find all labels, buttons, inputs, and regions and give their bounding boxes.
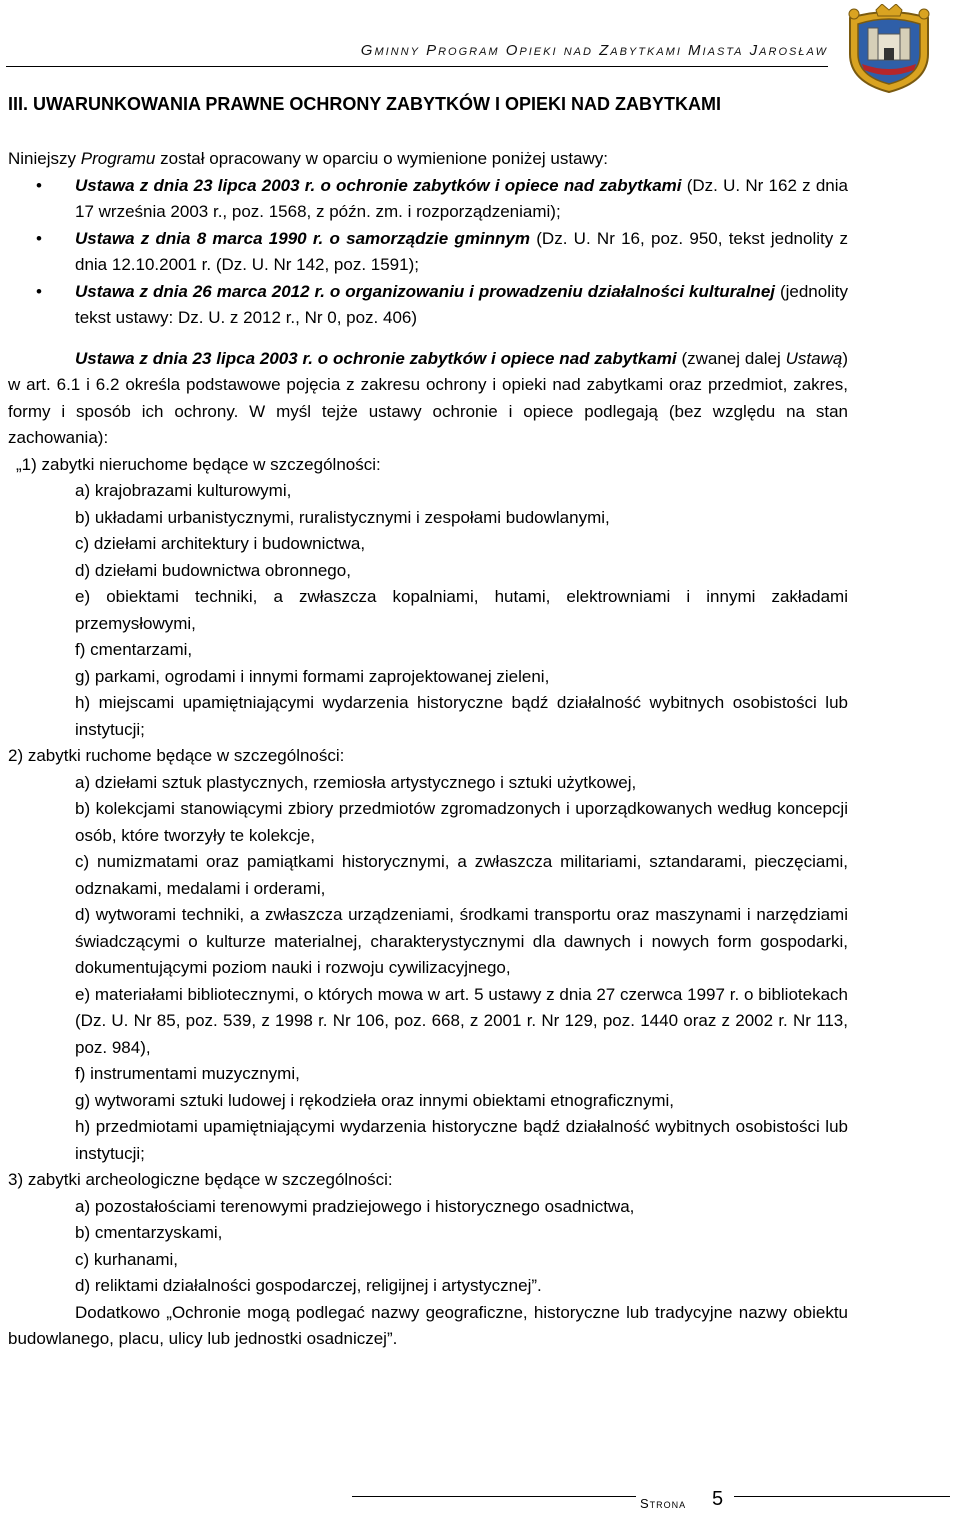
- group-2-list: [8, 770, 848, 1168]
- intro-text-2: został opracowany w oparciu o wymienione poniżej ustawy:: [155, 149, 609, 168]
- law-item: [8, 279, 848, 332]
- section-heading: III. UWARUNKOWANIA PRAWNE OCHRONY ZABYTKÓW I OPIEKI NAD ZABYTKAMI: [8, 94, 721, 114]
- footer-rule-left: [352, 1496, 636, 1497]
- list-item: e) materiałami bibliotecznymi, o których mowa w art. 5 ustawy z dnia 27 czerwca 1997 r. o bibliotekach (Dz. U. Nr 85, poz. 539, z 1998 r. Nr 106, poz. 668, z 2001 r. Nr 129, poz. 1440 oraz z 2002 r. Nr 113, poz. 984),: [75, 984, 848, 1057]
- list-item: h) przedmiotami upamiętniającymi wydarzenia historyczne bądź działalność wybitnych osobistości lub instytucji;: [75, 1117, 848, 1163]
- coat-of-arms-icon: [842, 4, 936, 94]
- intro-program: Programu: [80, 149, 156, 168]
- list-item: c) dziełami architektury i budownictwa,: [75, 534, 366, 553]
- header-title: Gminny Program Opieki nad Zabytkami Miasta Jarosław: [360, 42, 828, 59]
- header-rule: [6, 66, 828, 67]
- main-paragraph: [8, 346, 848, 452]
- group-heading: „1) zabytki nieruchome będące w szczególności:: [16, 454, 381, 474]
- para-law-title: Ustawa z dnia 23 lipca 2003 r. o ochronie zabytków i opiece nad zabytkami: [75, 348, 677, 368]
- list-item: h) miejscami upamiętniającymi wydarzenia historyczne bądź działalność wybitnych osobistości lub instytucji;: [75, 693, 848, 739]
- list-item: c) kurhanami,: [75, 1249, 178, 1269]
- list-item: a) krajobrazami kulturowymi,: [75, 481, 292, 500]
- group-heading: 3) zabytki archeologiczne będące w szczególności:: [8, 1170, 393, 1189]
- group-1-list: [8, 478, 848, 743]
- para-text-2: ) w art. 6.1 i 6.2 określa podstawowe pojęcia z zakresu ochrony i opieki nad zabytkami oraz przedmiot, zakres, formy i sposób ich ochrony. W myśl tejże ustawy ochronie i opiece podlegają (bez względu na stan zachowania):: [8, 348, 848, 447]
- footer-rule-right: [734, 1496, 950, 1497]
- bullet-icon: •: [36, 175, 42, 195]
- footer-page-number: 5: [712, 1488, 724, 1510]
- law-ref: (jednolity tekst ustawy: Dz. U. z 2012 r., Nr 0, poz. 406): [75, 281, 848, 327]
- list-item: d) dziełami budownictwa obronnego,: [75, 560, 351, 580]
- law-item: [8, 226, 848, 279]
- list-item: a) pozostałościami terenowymi pradziejowego i historycznego osadnictwa,: [75, 1196, 635, 1216]
- list-item: f) instrumentami muzycznymi,: [75, 1064, 300, 1083]
- list-item: d) reliktami działalności gospodarczej, religijnej i artystycznej”.: [75, 1276, 542, 1295]
- list-item: g) parkami, ogrodami i innymi formami zaprojektowanej zieleni,: [75, 666, 550, 686]
- bullet-icon: •: [36, 281, 42, 301]
- list-item: b) układami urbanistycznymi, ruralistycznymi i zespołami budowlanymi,: [75, 507, 610, 527]
- document-body: [8, 146, 848, 1353]
- list-item: c) numizmatami oraz pamiątkami historycznymi, a zwłaszcza militariami, sztandarami, pieczęciami, odznakami, medalami i orderami,: [75, 852, 848, 898]
- list-item: g) wytworami sztuki ludowej i rękodzieła oraz innymi obiektami etnograficznymi,: [75, 1090, 675, 1110]
- list-item: d) wytworami techniki, a zwłaszcza urządzeniami, środkami transportu oraz maszynami i narzędziami świadczącymi o kulturze materialnej, charakterystycznymi dla dawnych i nowych form gospodarki, dokumentującymi poziom nauki i rozwoju cywilizacyjnego,: [75, 905, 848, 977]
- intro-text-1: Niniejszy: [8, 149, 81, 168]
- bullet-icon: •: [36, 228, 42, 248]
- group-heading: 2) zabytki ruchome będące w szczególności:: [8, 746, 345, 765]
- list-item: f) cmentarzami,: [75, 640, 193, 659]
- footer-page-label: Strona: [640, 1496, 687, 1511]
- law-title: Ustawa z dnia 26 marca 2012 r. o organizowaniu i prowadzeniu działalności kulturalnej: [75, 281, 775, 301]
- law-title: Ustawa z dnia 23 lipca 2003 r. o ochronie zabytków i opiece nad zabytkami: [75, 175, 682, 195]
- list-item: a) dziełami sztuk plastycznych, rzemiosła artystycznego i sztuki użytkowej,: [75, 772, 637, 792]
- intro-paragraph: [8, 146, 848, 173]
- law-ref: (Dz. U. Nr 16, poz. 950, tekst jednolity z dnia 12.10.2001 r. (Dz. U. Nr 142, poz. 1591);: [75, 228, 848, 274]
- law-item: [8, 173, 848, 226]
- list-item: b) cmentarzyskami,: [75, 1223, 223, 1242]
- list-item: e) obiektami techniki, a zwłaszcza kopalniami, hutami, elektrowniami i innymi zakładami przemysłowymi,: [75, 587, 848, 633]
- law-title: Ustawa z dnia 8 marca 1990 r. o samorządzie gminnym: [75, 228, 530, 248]
- para-text-1: (zwanej dalej: [676, 348, 786, 368]
- law-ref: (Dz. U. Nr 162 z dnia 17 września 2003 r., poz. 1568, z późn. zm. i rozporządzeniami);: [75, 175, 848, 221]
- list-item: b) kolekcjami stanowiącymi zbiory przedmiotów zgromadzonych i uporządkowanych według koncepcji osób, które tworzyły te kolekcje,: [75, 799, 848, 845]
- group-3-list: [8, 1194, 848, 1300]
- para-ustawa: Ustawą: [785, 348, 843, 368]
- closing-paragraph: Dodatkowo „Ochronie mogą podlegać nazwy geograficzne, historyczne lub tradycyjne nazwy obiektu budowlanego, placu, ulicy lub jednostki osadniczej”.: [8, 1302, 848, 1348]
